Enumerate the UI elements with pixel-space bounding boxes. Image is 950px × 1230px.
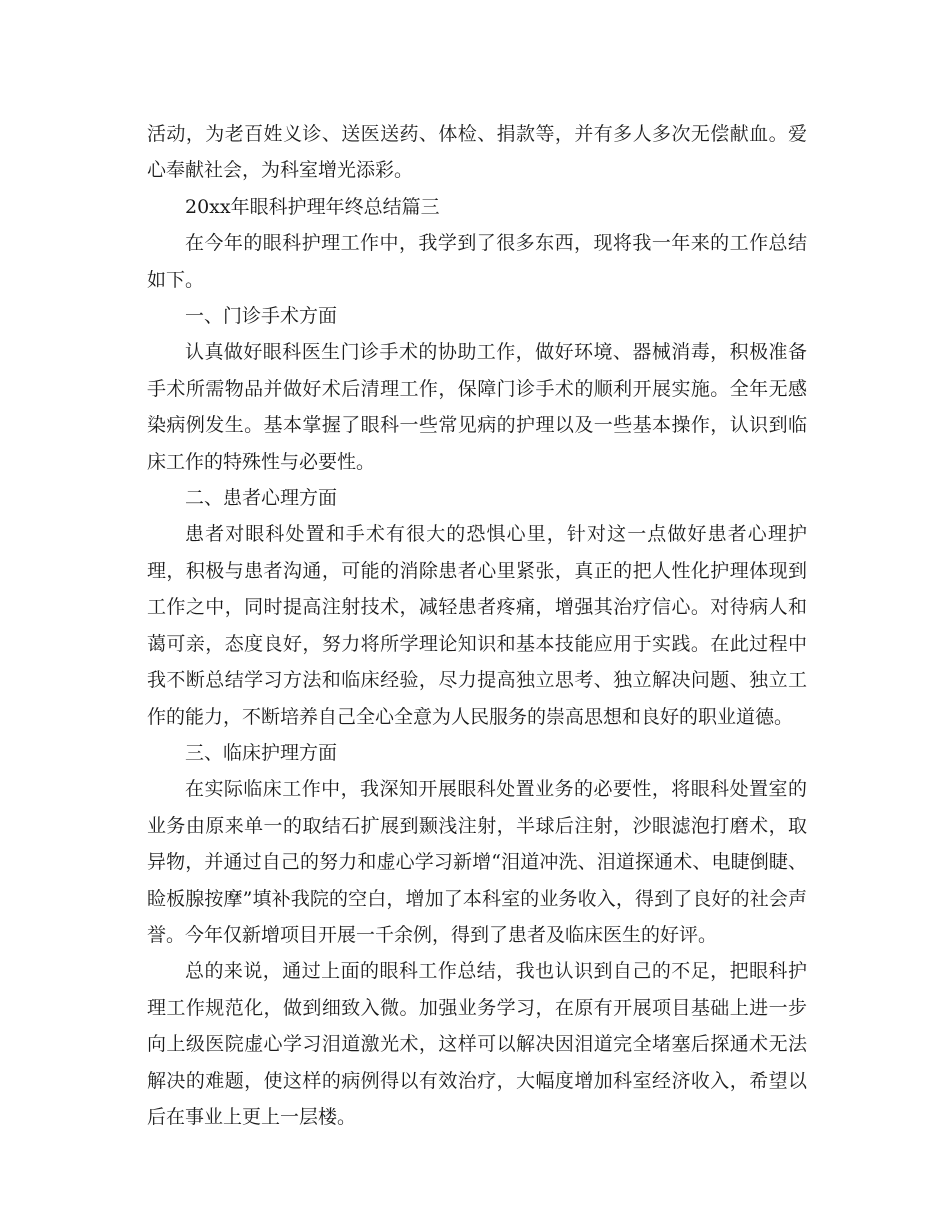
paragraph-outpatient-surgery: 认真做好眼科医生门诊手术的协助工作，做好环境、器械消毒，积极准备手术所需物品并做好术后清理工作，保障门诊手术的顺利开展实施。全年无感染病例发生。基本掌握了眼科一些常见病的护理以及一些基本操作，认识到临床工作的特殊性与必要性。 bbox=[147, 341, 807, 473]
paragraph-conclusion: 总的来说，通过上面的眼科工作总结，我也认识到自己的不足，把眼科护理工作规范化，做到细致入微。加强业务学习，在原有开展项目基础上进一步向上级医院虚心学习泪道激光术，这样可以解决因泪道完全堵塞后探通术无法解决的难题，使这样的病例得以有效治疗，大幅度增加科室经济收入，希望以后在事业上更上一层楼。 bbox=[147, 960, 807, 1128]
heading-clinical-nursing: 三、临床护理方面 bbox=[185, 741, 338, 764]
section-title: 20xx年眼科护理年终总结篇三 bbox=[185, 195, 440, 218]
heading-outpatient-surgery: 一、门诊手术方面 bbox=[185, 305, 338, 328]
heading-patient-psychology: 二、患者心理方面 bbox=[185, 487, 338, 510]
document-body bbox=[147, 116, 807, 1135]
paragraph-patient-psychology: 患者对眼科处置和手术有很大的恐惧心里，针对这一点做好患者心理护理，积极与患者沟通，可能的消除患者心里紧张，真正的把人性化护理体现到工作之中，同时提高注射技术，减轻患者疼痛，增强其治疗信心。对待病人和蔼可亲，态度良好，努力将所学理论知识和基本技能应用于实践。在此过程中我不断总结学习方法和临床经验，尽力提高独立思考、独立解决问题、独立工作的能力，不断培养自己全心全意为人民服务的崇高思想和良好的职业道德。 bbox=[147, 523, 807, 728]
paragraph-continuation: 活动，为老百姓义诊、送医送药、体检、捐款等，并有多人多次无偿献血。爱心奉献社会，为科室增光添彩。 bbox=[147, 123, 807, 182]
paragraph-clinical-nursing: 在实际临床工作中，我深知开展眼科处置业务的必要性，将眼科处置室的业务由原来单一的取结石扩展到颞浅注射，半球后注射，沙眼滤泡打磨术，取异物，并通过自己的努力和虚心学习新增“泪道冲洗、泪道探通术、电睫倒睫、睑板腺按摩”填补我院的空白，增加了本科室的业务收入，得到了良好的社会声誉。今年仅新增项目开展一千余例，得到了患者及临床医生的好评。 bbox=[147, 778, 807, 946]
paragraph-intro: 在今年的眼科护理工作中，我学到了很多东西，现将我一年来的工作总结如下。 bbox=[147, 232, 807, 291]
